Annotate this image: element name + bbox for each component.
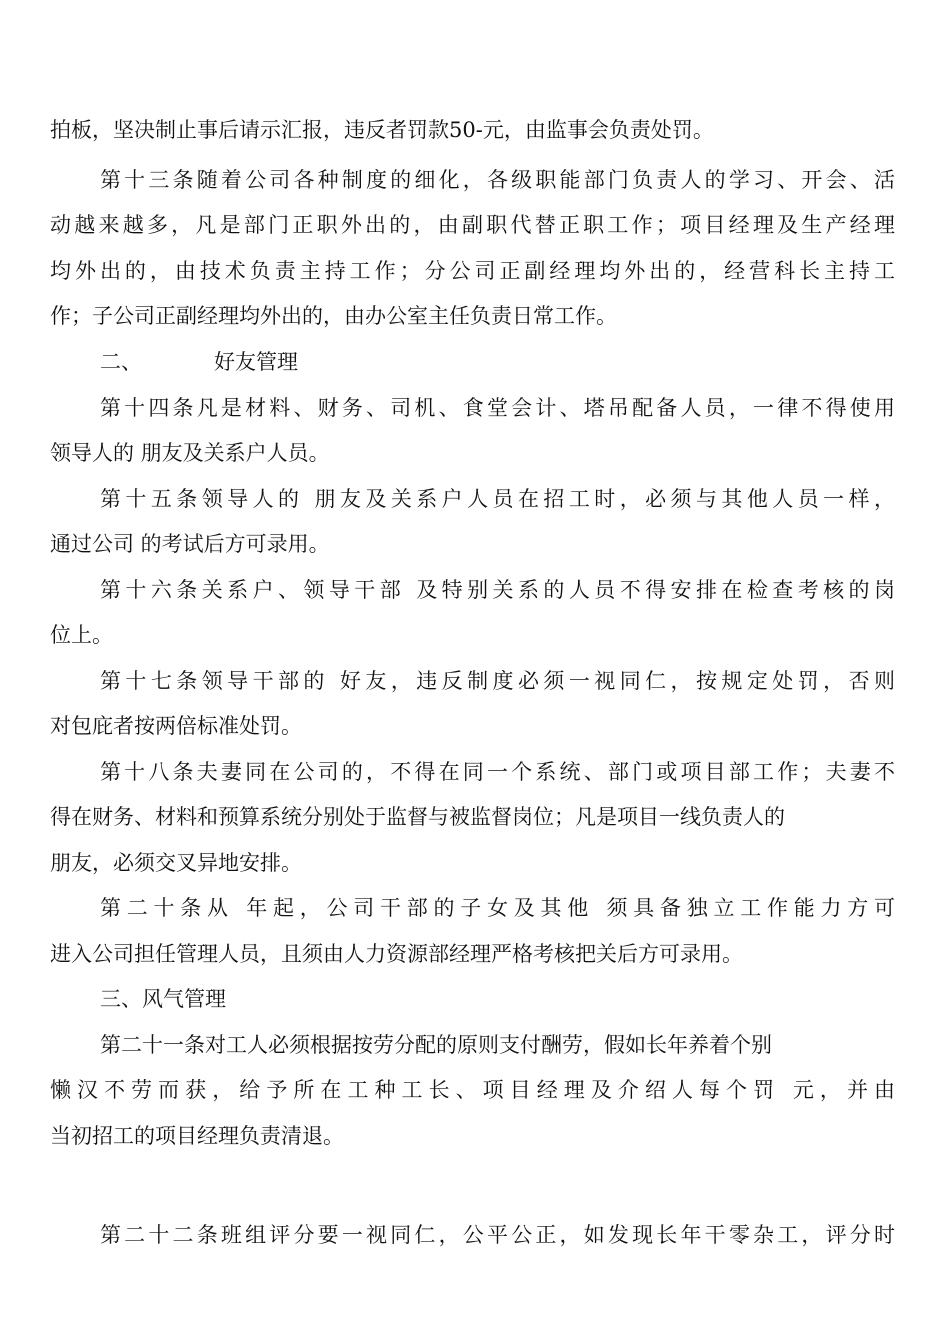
text-line: 动越来越多，凡是部门正职外出的，由副职代替正职工作；项目经理及生产经理: [50, 213, 895, 237]
text-line: 作；子公司正副经理均外出的，由办公室主任负责日常工作。: [50, 304, 617, 328]
text-line: 位上。: [50, 623, 113, 647]
paragraph-article-16: 第十六条关系户、领导干部 及特别关系的人员不得安排在检查考核的岗: [100, 578, 895, 602]
text-line: 均外出的，由技术负责主持工作；分公司正副经理均外出的，经营科长主持工: [50, 259, 895, 283]
paragraph-article-15: 第十五条领导人的 朋友及关系户人员在招工时，必须与其他人员一样，: [100, 487, 895, 511]
text-line: 通过公司 的考试后方可录用。: [50, 532, 330, 556]
text-line: 得在财务、材料和预算系统分别处于监督与被监督岗位；凡是项目一线负责人的: [50, 805, 785, 829]
text-line: 当初招工的项目经理负责清退。: [50, 1124, 344, 1148]
paragraph-article-14: 第十四条凡是材料、财务、司机、食堂会计、塔吊配备人员，一律不得使用: [100, 396, 895, 420]
paragraph-article-21: 第二十一条对工人必须根据按劳分配的原则支付酬劳，假如长年养着个别: [100, 1033, 772, 1057]
paragraph-article-17: 第十七条领导干部的 好友，违反制度必须一视同仁，按规定处罚，否则: [100, 669, 895, 693]
text-line: 朋友，必须交叉异地安排。: [50, 851, 302, 875]
paragraph-article-20: 第二十条从 年起，公司干部的子女及其他 须具备独立工作能力方可: [100, 896, 895, 920]
text-line: 拍板，坚决制止事后请示汇报，违反者罚款50-元，由监事会负责处罚。: [50, 118, 714, 142]
section-heading-friends: [100, 347, 895, 377]
text-line: 对包庇者按两倍标准处罚。: [50, 714, 302, 738]
text-line: 懒汉不劳而获，给予所在工种工长、项目经理及介绍人每个罚 元，并由: [50, 1078, 895, 1102]
section-title: 好友管理: [214, 350, 298, 374]
paragraph-article-22: 第二十二条班组评分要一视同仁，公平公正，如发现长年干零杂工，评分时: [100, 1223, 895, 1247]
section-number: 二、: [100, 350, 142, 374]
text-line: 进入公司担任管理人员，且须由人力资源部经理严格考核把关后方可录用。: [50, 942, 743, 966]
text-line: 领导人的 朋友及关系户人员。: [50, 441, 330, 465]
paragraph-article-13: 第十三条随着公司各种制度的细化，各级职能部门负责人的学习、开会、活: [100, 168, 895, 192]
paragraph-article-18: 第十八条夫妻同在公司的，不得在同一个系统、部门或项目部工作；夫妻不: [100, 760, 895, 784]
section-heading-conduct: 三、风气管理: [100, 987, 226, 1011]
